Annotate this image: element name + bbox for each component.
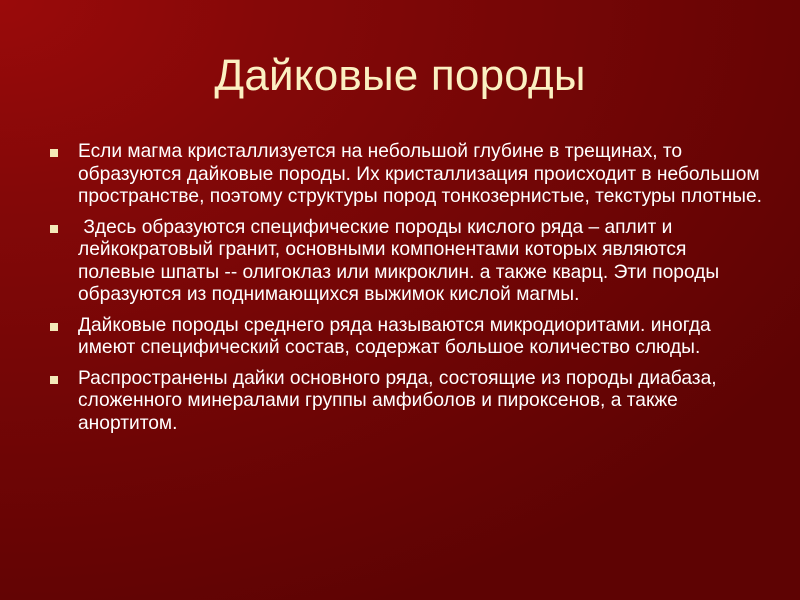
square-bullet-icon — [50, 225, 58, 233]
bullet-text: Распространены дайки основного ряда, состоящие из породы диабаза, сложенного минералами группы амфиболов и пироксенов, а также анортитом. — [78, 367, 717, 434]
slide-title: Дайковые породы — [214, 51, 586, 100]
list-item — [44, 141, 766, 209]
bullet-text: Здесь образуются специфические породы кислого ряда – аплит и лейкократовый гранит, основными компонентами которых являются полевые шпаты -- олигоклаз или микроклин. а также кварц. Эти породы образуются из поднимающихся выжимок кислой магмы. — [78, 216, 725, 305]
list-item — [44, 217, 766, 307]
square-bullet-icon — [50, 323, 58, 331]
list-item — [44, 368, 766, 436]
bullet-list — [44, 141, 766, 443]
list-item — [44, 315, 766, 360]
bullet-text: Дайковые породы среднего ряда называются микродиоритами. иногда имеют специфический состав, содержат большое количество слюды. — [78, 314, 711, 358]
square-bullet-icon — [50, 149, 58, 157]
bullet-text: Если магма кристаллизуется на небольшой глубине в трещинах, то образуются дайковые породы. Их кристаллизация происходит в небольшом пространстве, поэтому структуры пород тонкозернистые, текстуры плотные. — [78, 141, 762, 207]
square-bullet-icon — [50, 376, 58, 384]
